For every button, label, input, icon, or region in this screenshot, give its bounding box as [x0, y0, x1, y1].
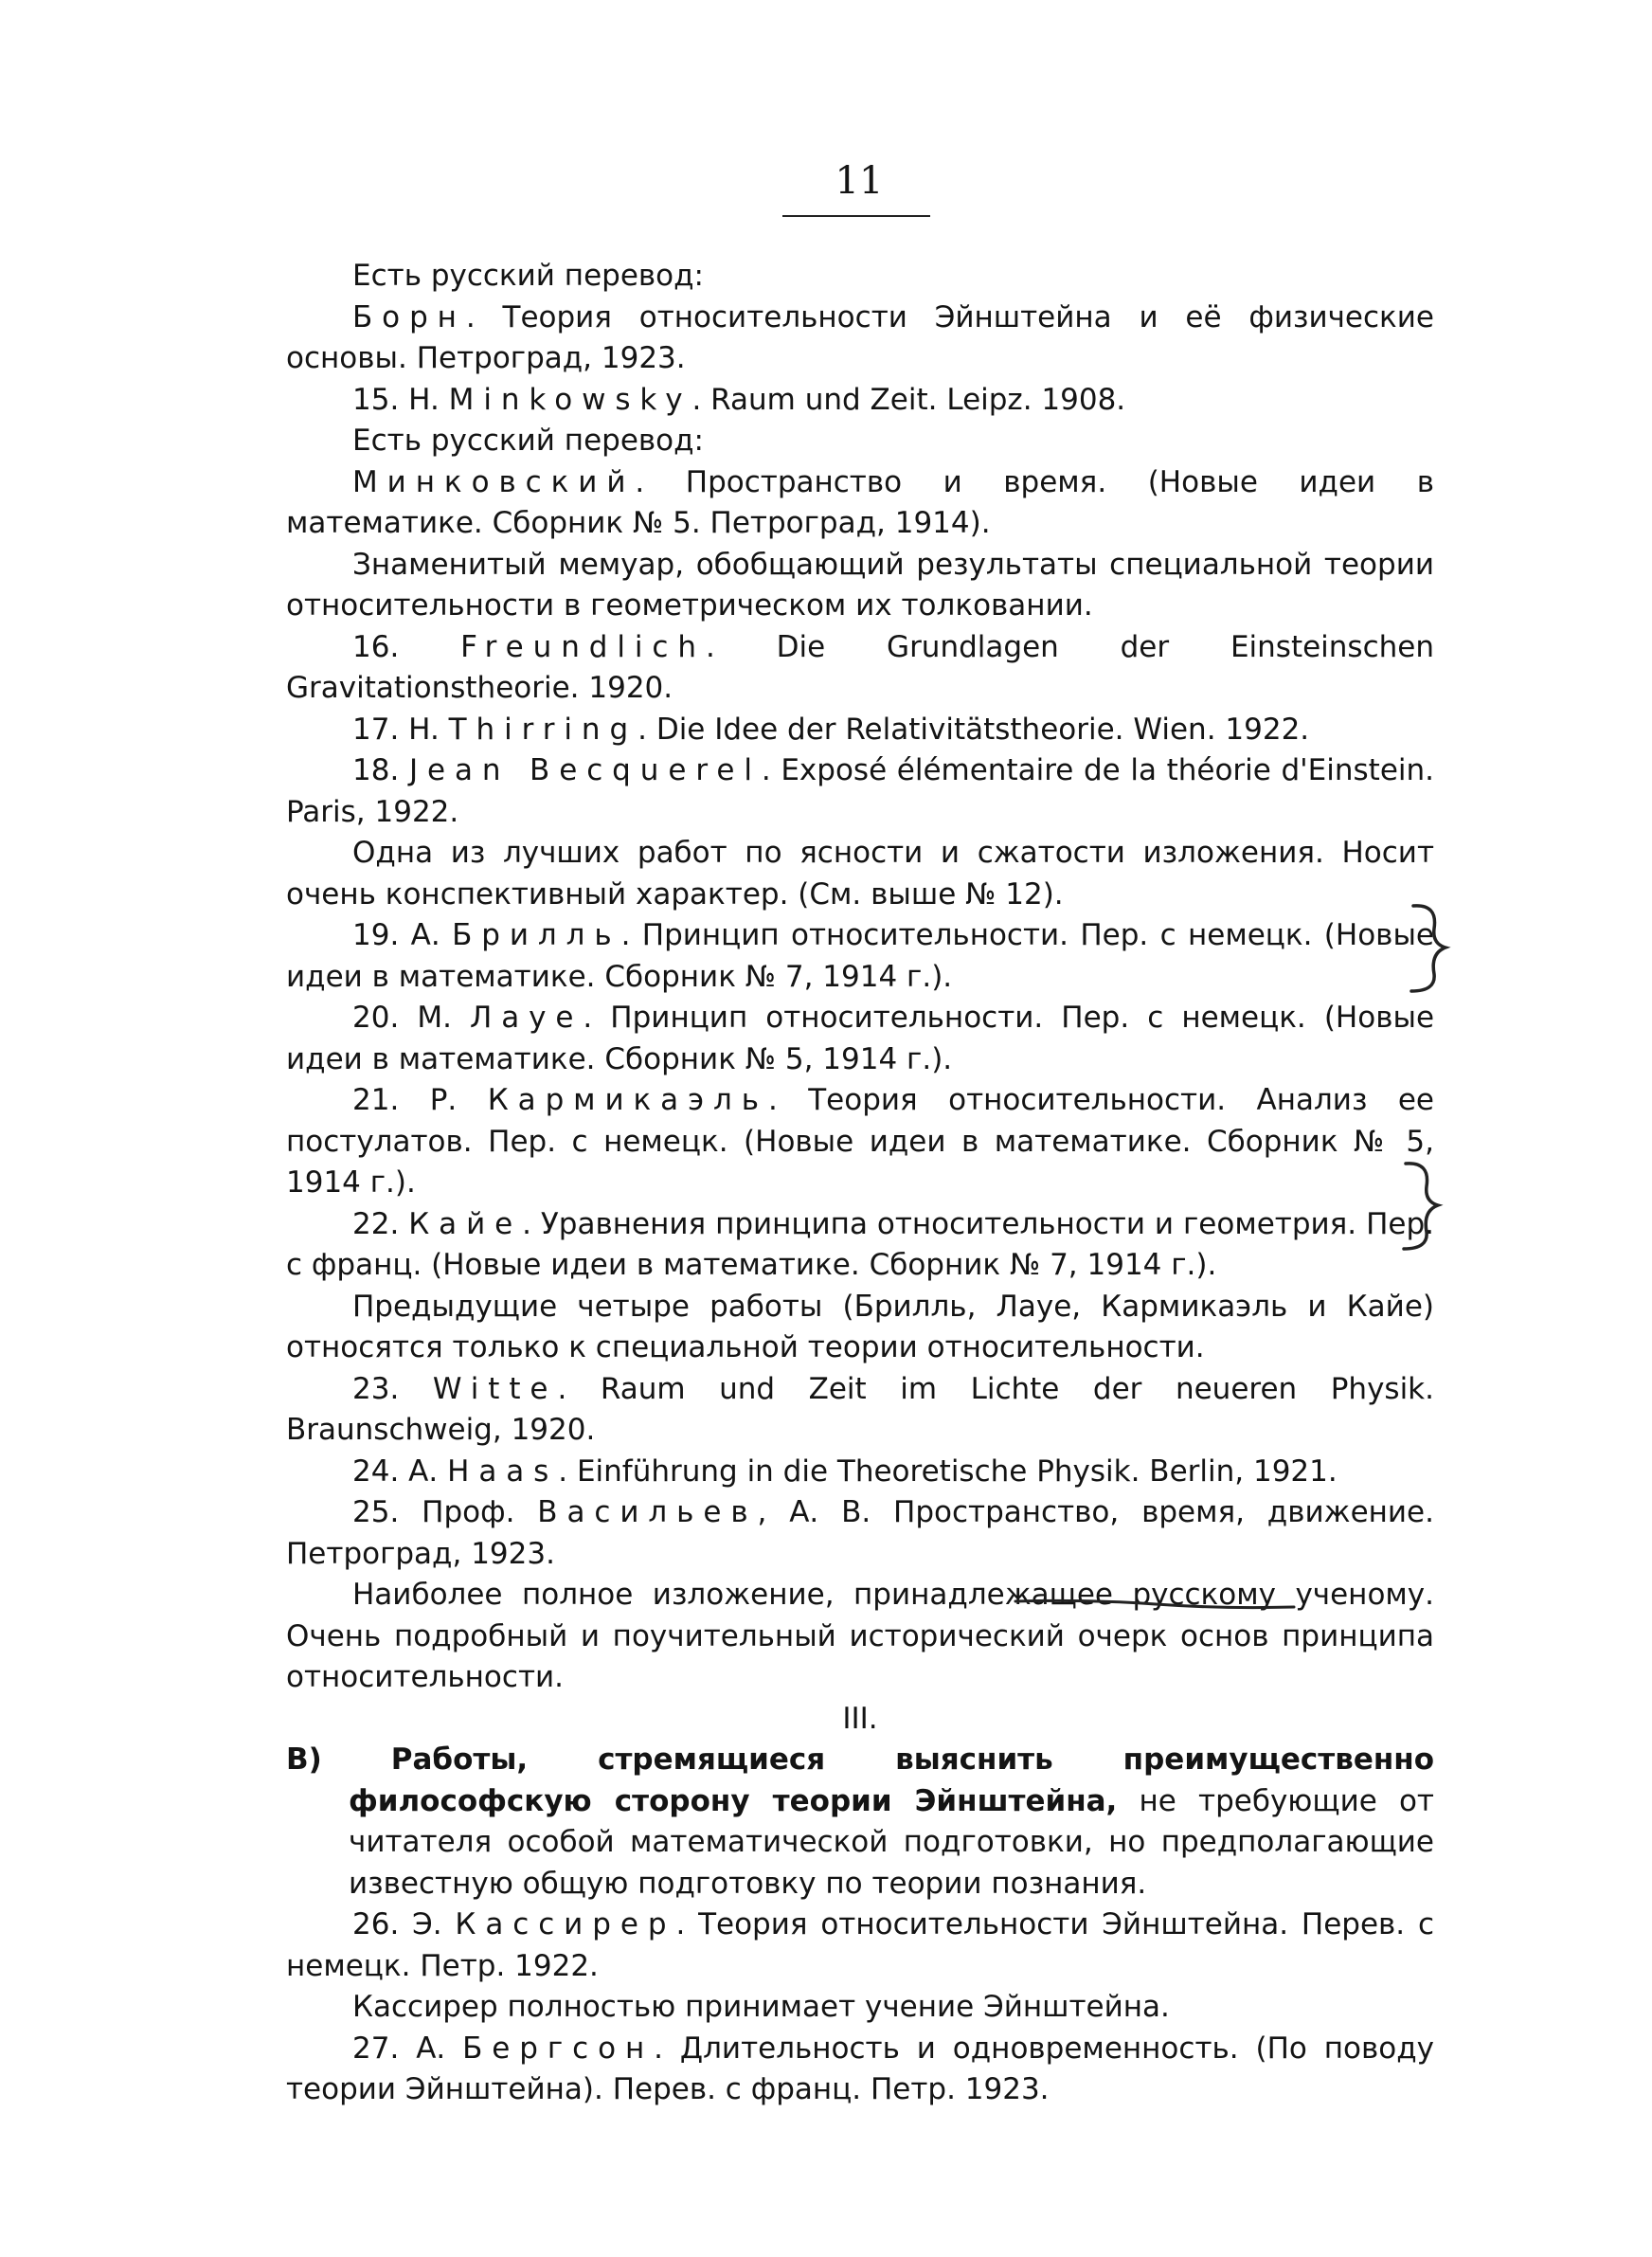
ref-author: Thirring — [448, 712, 638, 747]
ref-title: , А. В. Пространство, время, движение. Петроград, 1923. — [286, 1495, 1434, 1571]
ref-25-note — [286, 1575, 1434, 1699]
ref-title: . Длительность и одновременность. (По поводу теории Эйнштейна). Перев. с франц. Петр. 1923. — [286, 2031, 1434, 2106]
ref-author: Кассирер — [455, 1907, 676, 1941]
ref-number: 27. — [352, 2031, 400, 2066]
ref-15-translation — [286, 462, 1434, 545]
ref-19 — [286, 915, 1434, 998]
ref-title: . Принцип относительности. Пер. с немецк. (Новые идеи в математике. Сборник № 7, 1914 г.). — [286, 918, 1434, 994]
ref-title: . Raum und Zeit. Leipz. 1908. — [691, 382, 1126, 417]
ref-26-note: Кассирер полностью принимает учение Эйнштейна. — [352, 1990, 1170, 2024]
ref-18 — [286, 750, 1434, 833]
ref-initial: Р. — [429, 1083, 458, 1117]
ref-initial: Э. — [412, 1907, 442, 1941]
section-number: III. — [842, 1701, 878, 1736]
ref-21 — [286, 1080, 1434, 1204]
ref-initial: А. — [416, 2031, 446, 2066]
ref-author: Васильев — [537, 1495, 758, 1529]
ref-author: Лауе — [470, 1001, 584, 1035]
ref-initial: М. — [417, 1001, 452, 1035]
ref-number: 22. — [352, 1206, 400, 1241]
page-number: 11 — [835, 159, 884, 203]
ref-20 — [286, 998, 1434, 1080]
ref-number: 17. — [352, 712, 400, 747]
ref-author: Witte — [432, 1371, 558, 1406]
ref-author: Бергсон — [462, 2031, 655, 2066]
page-number-rule — [782, 215, 930, 217]
ref-author: Jean Becquerel — [408, 753, 762, 787]
ref-23 — [286, 1369, 1434, 1452]
ref-number: 16. — [352, 629, 400, 664]
ref-title: . Принцип относительности. Пер. с немецк. (Новые идеи в математике. Сборник № 5, 1914 г.). — [286, 1001, 1435, 1076]
ref-prefix: Проф. — [422, 1495, 515, 1529]
ref-22 — [286, 1204, 1434, 1287]
ref-14-translation — [286, 298, 1434, 380]
ref-author: Минковский — [352, 464, 636, 499]
ref-author: Кайе — [408, 1206, 523, 1241]
ref-author: Брилль — [452, 918, 621, 952]
ref-26 — [286, 1905, 1434, 1987]
handwritten-underline-text: исторический очерк — [849, 1618, 1168, 1653]
ref-initial: H. — [408, 382, 440, 417]
ref-27 — [286, 2029, 1434, 2111]
ref-initial: А. — [408, 1454, 439, 1489]
note-text: Наиболее полное изложение, принадлежащее русскому ученому. Очень подробный и поучительный — [286, 1578, 1434, 1653]
ref-15-translation-label: Есть русский перевод: — [352, 424, 705, 458]
ref-number: 19. — [352, 918, 400, 952]
ref-number: 25. — [352, 1495, 400, 1529]
margin-bracket-mark — [1410, 900, 1451, 995]
ref-17 — [286, 710, 1434, 751]
section-letter: В) — [286, 1742, 322, 1777]
ref-initial: H. — [408, 712, 440, 747]
bibliography-text — [286, 256, 1434, 2111]
ref-title: . Exposé élémentaire de la théorie d'Einstein. Paris, 1922. — [286, 753, 1435, 829]
ref-title: . Теория относительности Эйнштейна и её физические основы. Петроград, 1923. — [286, 299, 1434, 375]
ref-title: . Пространство и время. (Новые идеи в математике. Сборник № 5. Петроград, 1914). — [286, 464, 1434, 540]
ref-author: Minkowsky — [448, 382, 692, 417]
ref-18-note: Одна из лучших работ по ясности и сжатости изложения. Носит очень конспективный характер. (См. выше № 12). — [286, 836, 1434, 912]
handwritten-underline-mark — [1014, 1596, 1298, 1615]
ref-number: 23. — [352, 1371, 400, 1406]
ref-number: 18. — [352, 753, 400, 787]
ref-title: . Die Grundlagen der Einsteinschen Gravitationstheorie. 1920. — [286, 629, 1434, 705]
ref-title: . Einführung in die Theoretische Physik. Berlin, 1921. — [558, 1454, 1338, 1489]
ref-title: . Уравнения принципа относительности и геометрия. Пер. с франц. (Новые идеи в математике. Сборник № 7, 1914 г.). — [286, 1206, 1434, 1282]
ref-title: . Raum und Zeit im Lichte der neueren Physik. Braunschweig, 1920. — [286, 1371, 1434, 1447]
ref-author: Кармикаэль — [487, 1083, 768, 1117]
ref-24 — [286, 1452, 1434, 1493]
ref-22-note: Предыдущие четыре работы (Брилль, Лауе, Кармикаэль и Кайе) относятся только к специальной теории относительности. — [286, 1289, 1434, 1364]
ref-author: Борн — [352, 299, 466, 334]
ref-number: 20. — [352, 1001, 400, 1035]
note-text: основ принципа относительности. — [286, 1618, 1434, 1694]
ref-25 — [286, 1492, 1434, 1575]
section-description: не требующие от читателя особой математической подготовки, но предполагающие известную общую подготовку по теории познания. — [349, 1783, 1434, 1901]
ref-number: 15. — [352, 382, 400, 417]
ref-14-translation-label: Есть русский перевод: — [352, 259, 705, 293]
ref-author: Freundlich — [460, 629, 706, 664]
ref-title: . Die Idee der Relativitätstheorie. Wien. 1922. — [637, 712, 1310, 747]
ref-number: 21. — [352, 1083, 400, 1117]
margin-bracket-mark — [1402, 1158, 1444, 1253]
ref-number: 26. — [352, 1907, 400, 1941]
ref-title: . Теория относительности Эйнштейна. Перев. с немецк. Петр. 1922. — [286, 1907, 1434, 1983]
ref-author: Haas — [447, 1454, 559, 1489]
ref-initial: А. — [410, 918, 440, 952]
ref-15 — [286, 380, 1434, 422]
ref-title: . Теория относительности. Анализ ее постулатов. Пер. с немецк. (Новые идеи в математике. Сборник № 5, 1914 г.). — [286, 1083, 1434, 1200]
ref-15-note: Знаменитый мемуар, обобщающий результаты специальной теории относительности в геометрическом их толковании. — [286, 547, 1434, 623]
section-heading — [286, 1740, 1434, 1905]
ref-16 — [286, 627, 1434, 710]
ref-number: 24. — [352, 1454, 400, 1489]
section-title: Работы, стремящиеся выяснить преимущественно философскую сторону теории Эйнштейна, — [349, 1742, 1434, 1818]
